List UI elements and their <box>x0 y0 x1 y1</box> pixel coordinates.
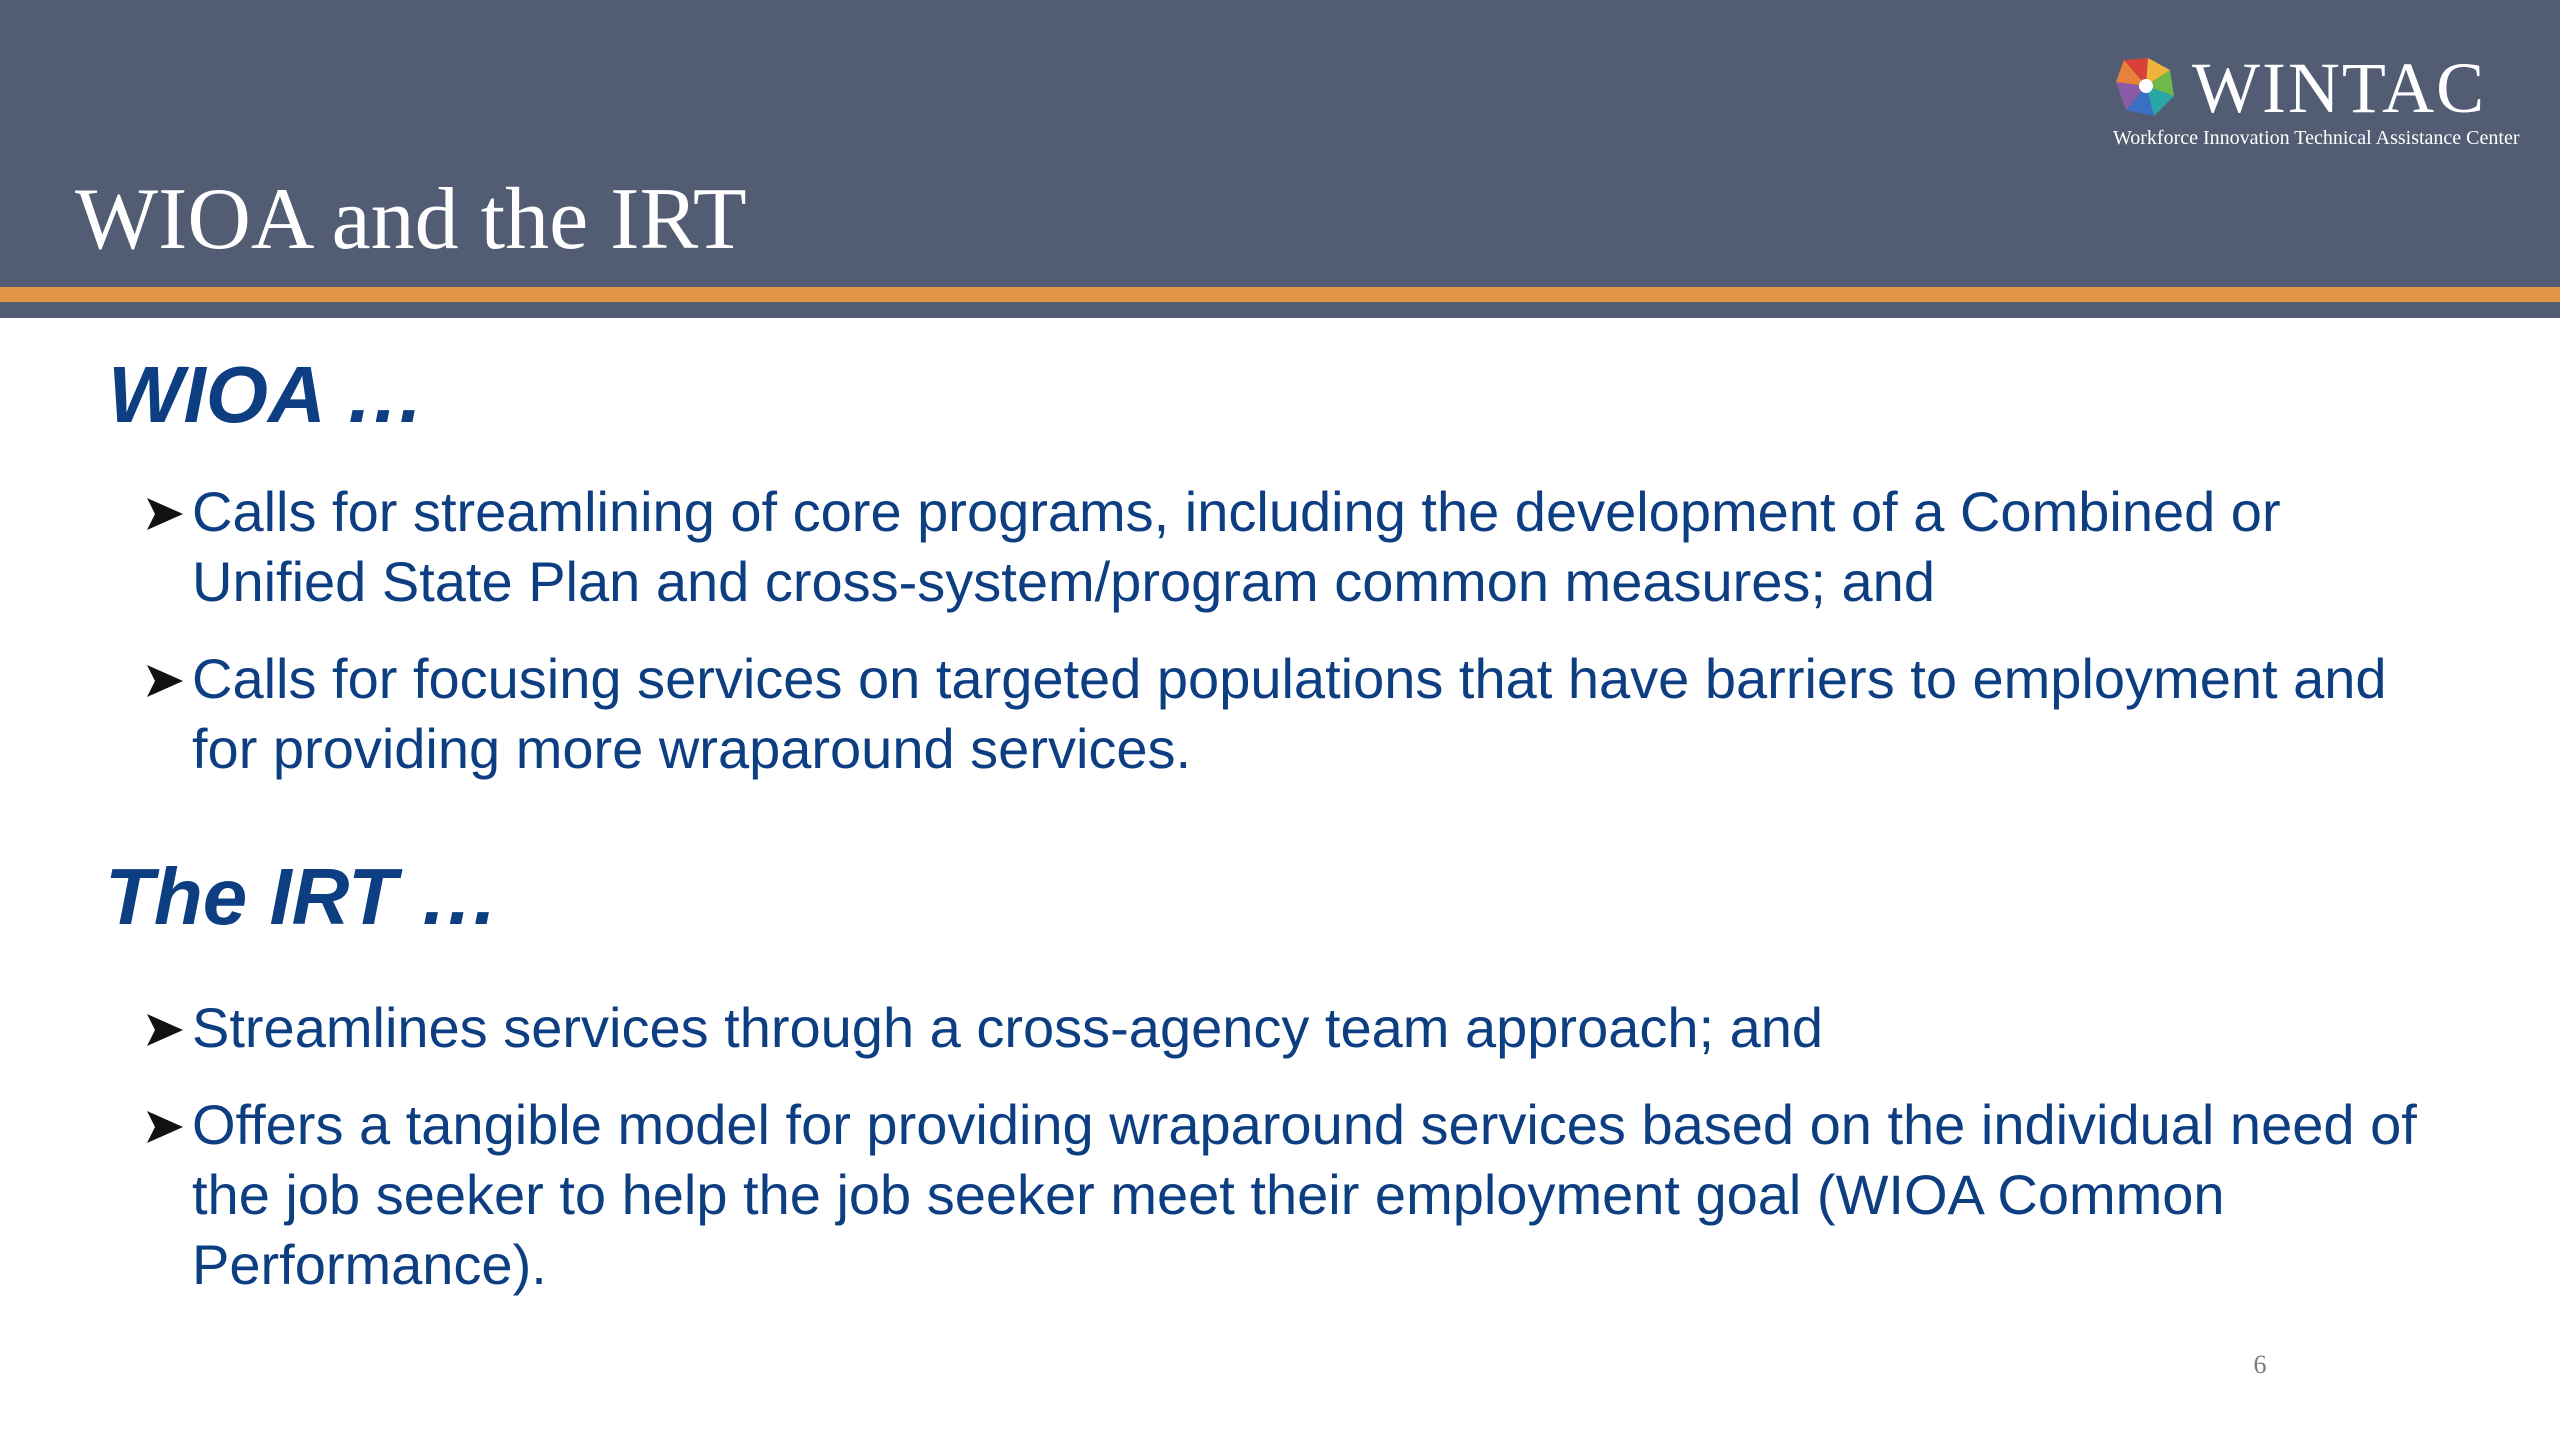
slide-title: WIOA and the IRT <box>75 171 747 268</box>
wintac-tagline: Workforce Innovation Technical Assistance Center <box>2113 127 2520 149</box>
bullet-text: Calls for focusing services on targeted populations that have barriers to employment and for providing more wraparound services. <box>192 647 2387 780</box>
page-number: 6 <box>2253 1350 2267 1379</box>
arrowhead-bullet-icon <box>145 1107 185 1147</box>
section-heading-irt: The IRT … <box>105 852 500 941</box>
bullet-text: Offers a tangible model for providing wraparound services based on the individual need of the job seeker to help the job seeker meet their employment goal (WIOA Common Performance). <box>192 1093 2417 1296</box>
arrowhead-bullet-icon <box>145 661 185 701</box>
wintac-pinwheel-icon <box>2110 50 2182 122</box>
pinwheel-hub <box>2139 79 2153 93</box>
header-accent-stripe <box>0 287 2560 302</box>
list-item <box>145 993 2445 1063</box>
arrowhead-bullet-icon <box>145 494 185 534</box>
arrowhead-bullet-icon <box>145 1010 185 1050</box>
wintac-logo <box>2110 48 2530 148</box>
irt-bullet-list <box>145 993 2445 1300</box>
bullet-text: Streamlines services through a cross-agency team approach; and <box>192 996 1824 1059</box>
list-item <box>145 1090 2445 1300</box>
bullet-text: Calls for streamlining of core programs, including the development of a Combined or Unified State Plan and cross-system/program common measures; and <box>192 480 2281 613</box>
list-item <box>145 477 2445 617</box>
section-heading-wioa: WIOA … <box>108 350 425 439</box>
wintac-wordmark: WINTAC <box>2192 48 2487 128</box>
wioa-bullet-list <box>145 477 2445 784</box>
header-under-band <box>0 302 2560 318</box>
list-item <box>145 644 2445 784</box>
